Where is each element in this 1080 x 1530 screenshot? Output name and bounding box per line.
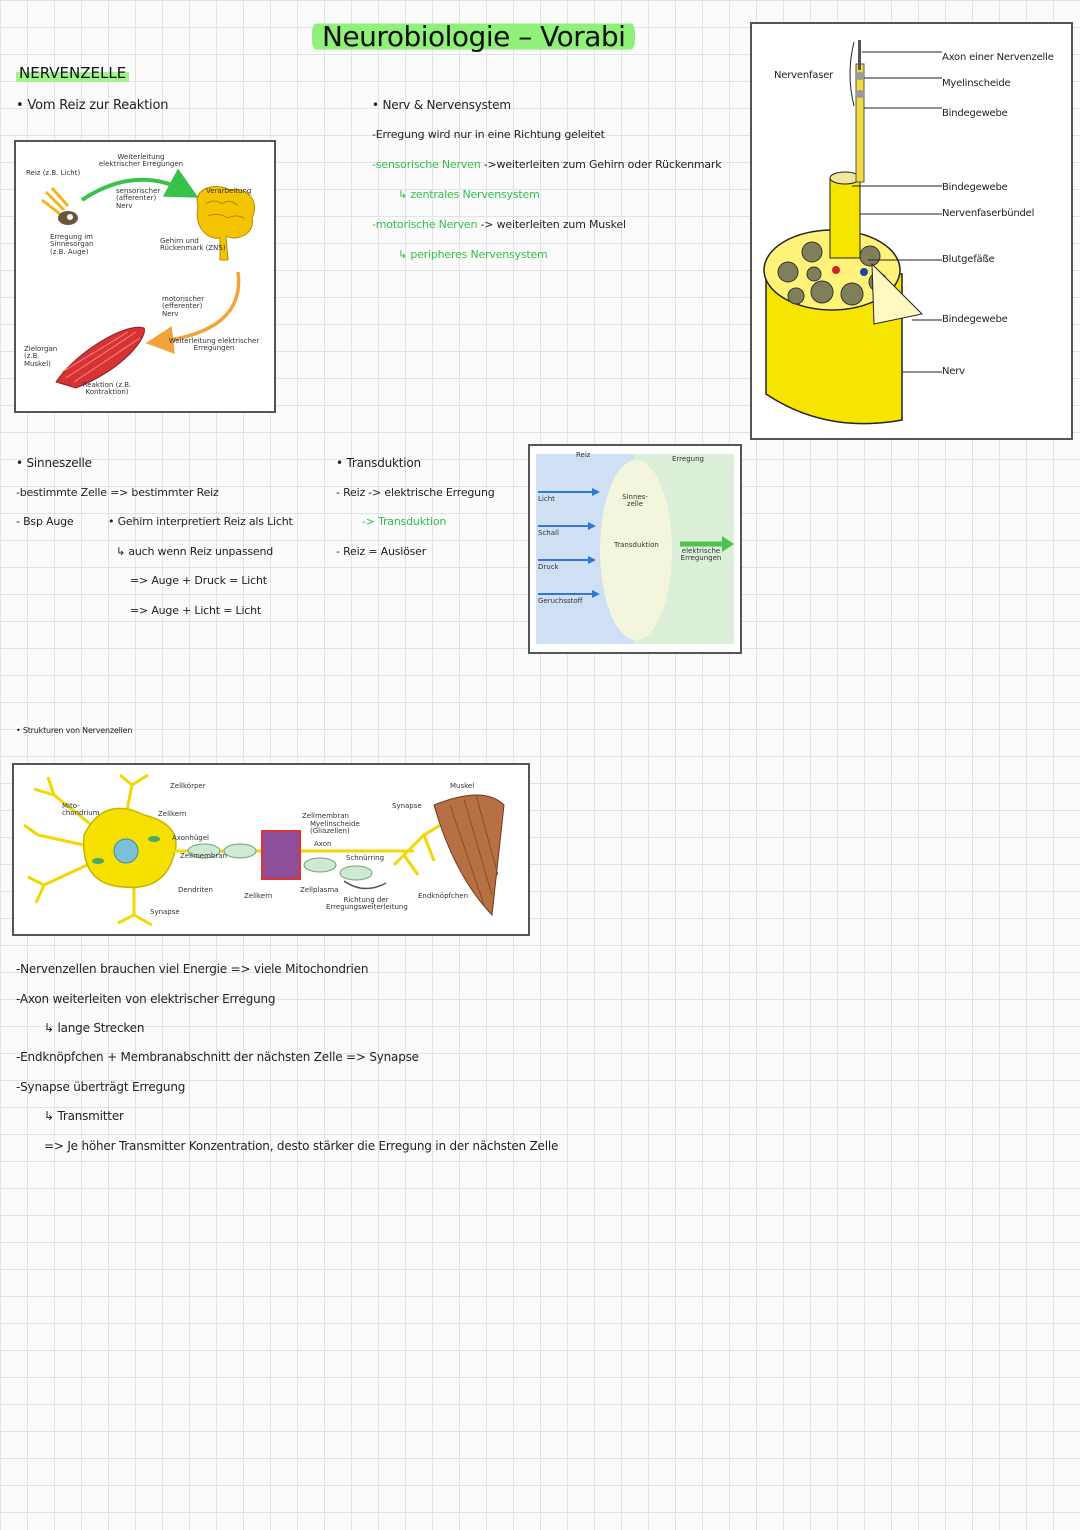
note-transmitter-konzentration: => Je höher Transmitter Konzentration, desto stärker die Erregung in der nächsten Zelle <box>44 1139 559 1153</box>
label-bindegewebe-2: Bindegewebe <box>942 182 1008 193</box>
note-sensorische-nerven <box>372 158 721 171</box>
note-motorische-nerven <box>372 218 626 231</box>
label-reiz-column: Reiz <box>576 451 591 459</box>
label-myelinscheide: Myelinscheide <box>942 78 1011 89</box>
label-stimulus-licht: Licht <box>538 495 555 503</box>
label-axonhuegel: Axonhügel <box>172 834 210 842</box>
label-nervenfaser: Nervenfaser <box>774 70 834 81</box>
label-zellkoerper: Zellkörper <box>170 782 206 790</box>
text-weiterleiten-gehirn: ->weiterleiten zum Gehirn oder Rückenmark <box>483 158 722 171</box>
text-weiterleiten-muskel: -> weiterleiten zum Muskel <box>480 218 626 231</box>
label-reaktion: Reaktion (z.B. Kontraktion) <box>82 381 132 397</box>
label-erregung-sinnesorgan: Erregung im Sinnesorgan (z.B. Auge) <box>50 233 94 256</box>
note-zns: ↳ zentrales Nervensystem <box>398 188 540 201</box>
transduction-diagram <box>528 444 742 654</box>
label-bindegewebe-3: Bindegewebe <box>942 314 1008 325</box>
label-zellkern: Zellkern <box>158 810 187 818</box>
page-title: Neurobiologie – Vorabi <box>312 18 635 55</box>
label-stimulus-druck: Druck <box>538 563 559 571</box>
label-schnuerring: Schnürring <box>346 854 385 862</box>
note-nerv-nervensystem: • Nerv & Nervensystem <box>372 98 511 112</box>
label-richtung-erregung: Richtung der Erregungsweiterleitung <box>326 896 408 912</box>
label-weiterleitung-bottom: Weiterleitung elektrischer Erregungen <box>168 337 260 353</box>
label-sinneszelle: Sinnes- zelle <box>622 493 648 509</box>
section-heading-nervenzelle: NERVENZELLE <box>16 64 129 82</box>
note-transduktion-arrow: -> Transduktion <box>362 515 447 528</box>
label-nerv: Nerv <box>942 366 965 377</box>
label-mitochondrium: Mito- chondrium <box>62 802 100 818</box>
label-nervenfaserbuendel: Nervenfaserbündel <box>942 208 1035 219</box>
label-stimulus-schall: Schall <box>538 529 559 537</box>
note-gehirn-interpretiert: • Gehirn interpretiert Reiz als Licht <box>108 515 293 528</box>
label-verarbeitung: Verarbeitung <box>206 187 252 195</box>
label-zellmembran: Zellmembran <box>180 852 227 860</box>
label-endknoepfchen: Endknöpfchen <box>418 892 469 900</box>
note-auge-licht: => Auge + Licht = Licht <box>130 604 262 617</box>
label-transduktion: Transduktion <box>614 541 659 549</box>
note-bestimmte-zelle: -bestimmte Zelle => bestimmter Reiz <box>16 486 219 499</box>
note-bsp-auge: - Bsp Auge <box>16 515 74 528</box>
note-sinneszelle: • Sinneszelle <box>16 456 92 470</box>
label-dendriten: Dendriten <box>178 886 213 894</box>
nerve-cross-section-illustration <box>752 24 1071 438</box>
note-reiz-unpassend: ↳ auch wenn Reiz unpassend <box>116 545 274 558</box>
label-muskel: Muskel <box>450 782 475 790</box>
note-lange-strecken: ↳ lange Strecken <box>44 1021 145 1035</box>
label-erregung-column: Erregung <box>672 455 704 463</box>
label-zellplasma: Zellplasma <box>300 886 339 894</box>
note-reiz-elektrisch: - Reiz -> elektrische Erregung <box>336 486 495 499</box>
note-transmitter: ↳ Transmitter <box>44 1109 124 1123</box>
reflex-arc-diagram <box>14 140 276 413</box>
note-transduktion: • Transduktion <box>336 456 421 470</box>
label-zellkern-2: Zellkern <box>244 892 273 900</box>
label-gehirn-rueckenmark: Gehirn und Rückenmark (ZNS) <box>160 237 226 253</box>
term-motorische-nerven: -motorische Nerven <box>372 218 478 231</box>
note-auge-druck: => Auge + Druck = Licht <box>130 574 267 587</box>
label-stimulus-geruchsstoff: Geruchsstoff <box>538 597 583 605</box>
label-synapse-right: Synapse <box>392 802 422 810</box>
label-motorischer-nerv: motorischer (efferenter) Nerv <box>162 295 205 318</box>
label-weiterleitung-top: Weiterleitung elektrischer Erregungen <box>98 153 184 169</box>
note-synapse-def: -Endknöpfchen + Membranabschnitt der nächsten Zelle => Synapse <box>16 1050 419 1064</box>
label-elektrische-erregungen: elektrische Erregungen <box>680 547 722 563</box>
neuron-structure-diagram <box>12 763 530 936</box>
note-reiz-ausloeser: - Reiz = Auslöser <box>336 545 427 558</box>
label-reiz: Reiz (z.B. Licht) <box>26 169 81 177</box>
label-axon-nervenzelle: Axon einer Nervenzelle <box>942 52 1054 63</box>
note-strukturen: • Strukturen von Nervenzellen <box>16 726 133 735</box>
reflex-arc-illustration <box>16 142 274 411</box>
label-zellmembran-box: Zellmembran <box>302 812 349 820</box>
label-blutgefaesse: Blutgefäße <box>942 254 995 265</box>
label-bindegewebe-1: Bindegewebe <box>942 108 1008 119</box>
note-erregung-richtung: -Erregung wird nur in eine Richtung geleitet <box>372 128 605 141</box>
label-zielorgan: Zielorgan (z.B. Muskel) <box>24 345 58 368</box>
label-axon-neuron: Axon <box>314 840 332 848</box>
neuron-illustration <box>14 765 528 934</box>
note-energie: -Nervenzellen brauchen viel Energie => viele Mitochondrien <box>16 962 369 976</box>
note-pns: ↳ peripheres Nervensystem <box>398 248 548 261</box>
note-synapse-uebertraegt: -Synapse überträgt Erregung <box>16 1080 186 1094</box>
label-sensorischer-nerv: sensorischer (afferenter) Nerv <box>116 187 161 210</box>
nerve-structure-diagram <box>750 22 1073 440</box>
note-vom-reiz: • Vom Reiz zur Reaktion <box>16 98 169 113</box>
label-synapse-left: Synapse <box>150 908 180 916</box>
note-axon: -Axon weiterleiten von elektrischer Erregung <box>16 992 276 1006</box>
term-sensorische-nerven: -sensorische Nerven <box>372 158 481 171</box>
label-myelinscheide-neuron: Myelinscheide (Gliazellen) <box>310 820 360 836</box>
